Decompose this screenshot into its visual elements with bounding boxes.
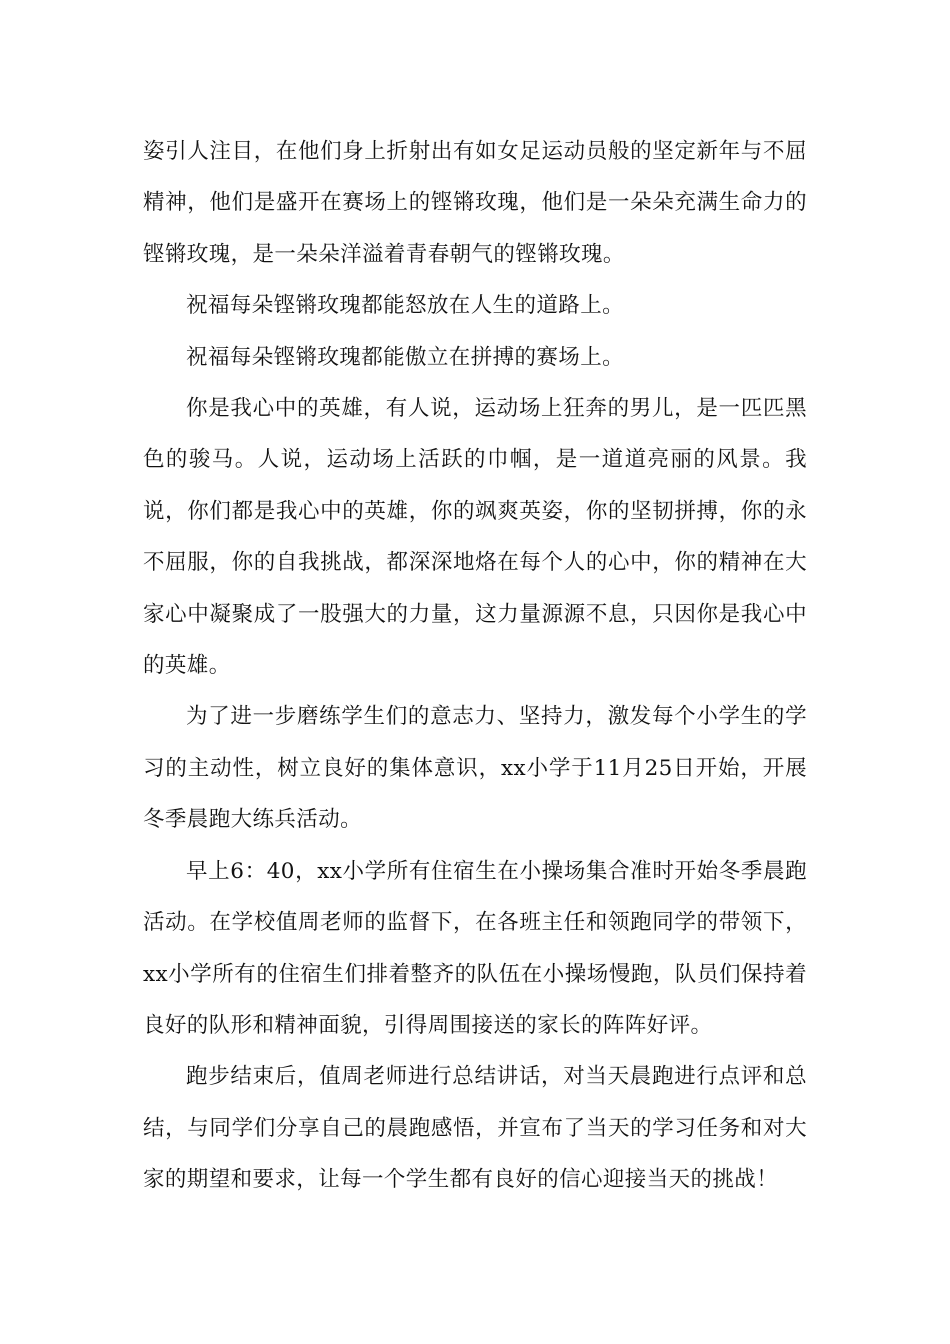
paragraph-hero: 你是我心中的英雄，有人说，运动场上狂奔的男儿，是一匹匹黑色的骏马。人说，运动场上活跃的巾帼，是一道道亮丽的风景。我说，你们都是我心中的英雄，你的飒爽英姿，你的坚韧拼搏，你的永不屈服，你的自我挑战，都深深地烙在每个人的心中，你的精神在大家心中凝聚成了一股强大的力量，这力量源源不息，只因你是我心中的英雄。 <box>143 396 807 679</box>
paragraph-morning-run-activity: 早上6：40，xx小学所有住宿生在小操场集合准时开始冬季晨跑活动。在学校值周老师的监督下，在各班主任和领跑同学的带领下，xx小学所有的住宿生们排着整齐的队伍在小操场慢跑，队员们保持着良好的队形和精神面貌，引得周围接送的家长的阵阵好评。 <box>143 858 807 1038</box>
document-body <box>143 126 807 1206</box>
paragraph-continuation: 姿引人注目，在他们身上折射出有如女足运动员般的坚定新年与不屈精神，他们是盛开在赛场上的铿锵玫瑰，他们是一朵朵充满生命力的铿锵玫瑰，是一朵朵洋溢着青春朝气的铿锵玫瑰。 <box>143 139 807 267</box>
paragraph-blessing-2: 祝福每朵铿锵玫瑰都能傲立在拼搏的赛场上。 <box>186 344 625 370</box>
paragraph-morning-run-summary: 跑步结束后，值周老师进行总结讲话，对当天晨跑进行点评和总结，与同学们分享自己的晨跑感悟，并宣布了当天的学习任务和对大家的期望和要求，让每一个学生都有良好的信心迎接当天的挑战！ <box>143 1064 807 1193</box>
paragraph-blessing-1: 祝福每朵铿锵玫瑰都能怒放在人生的道路上。 <box>186 293 625 319</box>
paragraph-morning-run-intro: 为了进一步磨练学生们的意志力、坚持力，激发每个小学生的学习的主动性，树立良好的集体意识，xx小学于11月25日开始，开展冬季晨跑大练兵活动。 <box>143 704 807 833</box>
